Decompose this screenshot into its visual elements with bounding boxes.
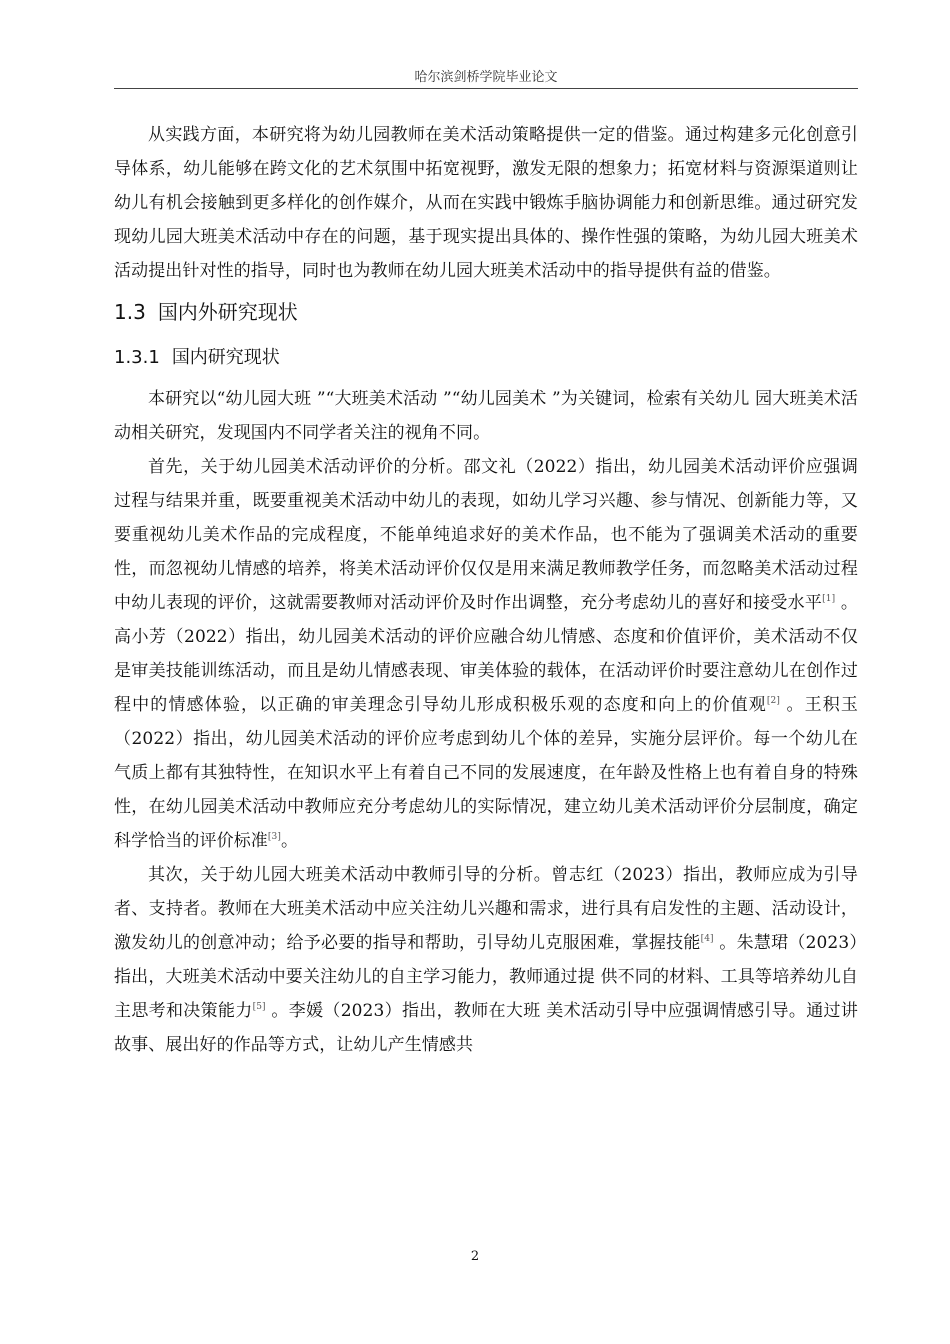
paragraph-keywords: 本研究以“幼儿园大班 ”“大班美术活动 ”“幼儿园美术 ”为关键词，检索有关幼儿 园大班美术活动相关研究，发现国内不同学者关注的视角不同。 xyxy=(114,389,858,443)
paragraph-evaluation xyxy=(114,450,858,858)
page-number: 2 xyxy=(470,1249,480,1264)
section-number: 1.3 xyxy=(114,300,146,324)
text-segment: 。李媛（2023）指出，教师在大班 美术活动引导中应强调情感引导。通过讲故事、展出好的作品等方式，让幼儿产生情感共 xyxy=(114,1001,858,1055)
header-rule xyxy=(114,88,858,89)
subsection-number: 1.3.1 xyxy=(114,347,160,368)
citation-5: [5] xyxy=(252,1002,266,1012)
citation-1: [1] xyxy=(822,594,836,604)
section-title: 国内外研究现状 xyxy=(157,300,298,324)
text-segment: 。王积玉（2022）指出，幼儿园美术活动的评价应考虑到幼儿个体的差异，实施分层评价。每一个幼儿在气质上都有其独特性，在知识水平上有着自己不同的发展速度，在年龄及性格上也有着自身的特殊性，在幼儿园美术活动中教师应充分考虑幼儿的实际情况，建立幼儿美术活动评价分层制度，确定科学恰当的评价标准 xyxy=(114,695,858,851)
subsection-heading-1-3-1 xyxy=(114,338,858,378)
section-heading-1-3 xyxy=(114,290,858,334)
text-segment: 。 xyxy=(280,831,299,851)
citation-2: [2] xyxy=(766,696,780,706)
subsection-title: 国内研究现状 xyxy=(171,347,280,368)
citation-3: [3] xyxy=(267,832,281,842)
running-header: 哈尔滨剑桥学院毕业论文 xyxy=(414,70,558,85)
text-segment: 首先，关于幼儿园美术活动评价的分析。邵文礼（2022）指出，幼儿园美术活动评价应强调过程与结果并重，既要重视美术活动中幼儿的表现，如幼儿学习兴趣、参与情况、创新能力等，又要重视幼儿美术作品的完成程度，不能单纯追求好的美术作品，也不能为了强调美术活动的重要性，而忽视幼儿情感的培养，将美术活动评价仅仅是用来满足教师教学任务，而忽略美术活动过程中幼儿表现的评价，这就需要教师对活动评价及时作出调整，充分考虑幼儿的喜好和接受水平 xyxy=(114,457,858,613)
citation-4: [4] xyxy=(700,934,714,944)
text-segment: 其次，关于幼儿园大班美术活动中教师引导的分析。曾志红（2023）指出，教师应成为引导者、支持者。教师在大班美术活动中应关注幼儿兴趣和需求，进行具有启发性的主题、活动设计，激发幼儿的创意冲动；给予必要的指导和帮助，引导幼儿克服困难，掌握技能 xyxy=(114,865,858,953)
page-body xyxy=(114,118,858,1062)
text-segment: 。朱慧珺（2023）指出，大班美术活动中要关注幼儿的自主学习能力，教师通过提 供不同的材料、工具等培养幼儿自主思考和决策能力 xyxy=(114,933,858,1021)
text-segment: 。高小芳（2022）指出，幼儿园美术活动的评价应融合幼儿情感、态度和价值评价，美术活动不仅是审美技能训练活动，而且是幼儿情感表现、审美体验的载体，在活动评价时要注意幼儿在创作过程中的情感体验，以正确的审美理念引导幼儿形成积极乐观的态度和向上的价值观 xyxy=(114,593,858,715)
paragraph-guidance xyxy=(114,858,858,1062)
paragraph-practice: 从实践方面，本研究将为幼儿园教师在美术活动策略提供一定的借鉴。通过构建多元化创意引导体系，幼儿能够在跨文化的艺术氛围中拓宽视野，激发无限的想象力；拓宽材料与资源渠道则让幼儿有机会接触到更多样化的创作媒介，从而在实践中锻炼手脑协调能力和创新思维。通过研究发现幼儿园大班美术活动中存在的问题，基于现实提出具体的、操作性强的策略，为幼儿园大班美术活动提出针对性的指导，同时也为教师在幼儿园大班美术活动中的指导提供有益的借鉴。 xyxy=(114,125,858,281)
